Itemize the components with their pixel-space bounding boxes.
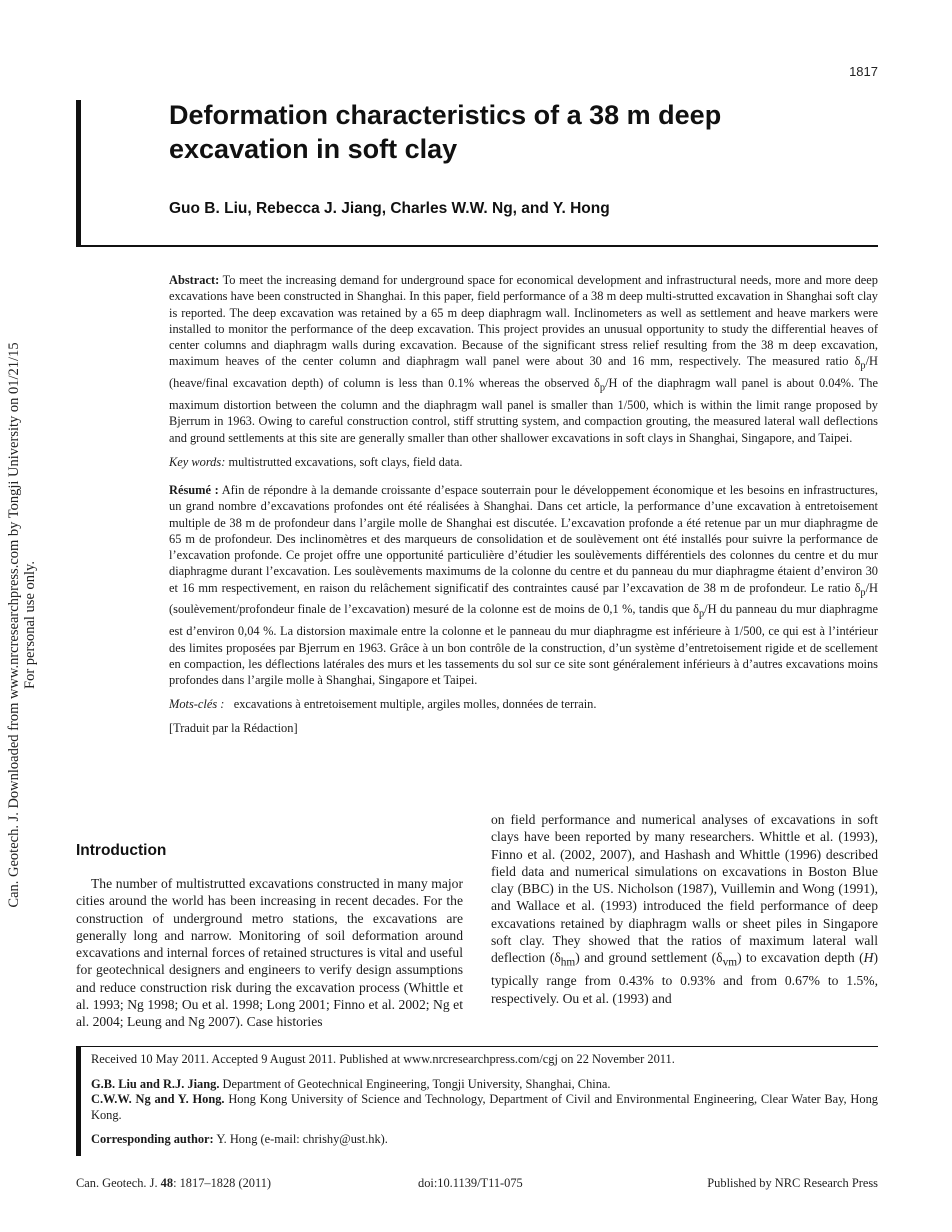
affiliation-1-text: Department of Geotechnical Engineering, Tongji University, Shanghai, China. [222, 1076, 611, 1091]
resume-label: Résumé : [169, 482, 219, 497]
doi: doi:10.1139/T11-075 [418, 1176, 523, 1190]
affiliation-1-names: G.B. Liu and R.J. Jiang. [91, 1076, 220, 1091]
resume-text-c: /H du panneau du mur diaphragme est d’environ 0,04 %. La distorsion maximale entre la colonne et le panneau du mur diaphragme est inférieure à 1/500, ce qui est à l’intérieur des limites proposées par Bjerrum en 1963. Grâce à un bon contrôle de la construction, d’un système d’entretoisement rigide et de scellement en compaction, les déflections latérales des murs et les tassements du sol sur ce site sont généralement inférieurs à d’autres excavations moins profondes dans l’argile molle à Shanghai, Singapore et Taipei. [169, 602, 878, 688]
abstract-text-a: To meet the increasing demand for underground space for economical development and infrastructural needs, more and more deep excavations have been constructed in Shanghai. In this paper, field performance of a 38 m deep multi-strutted excavation in Shanghai soft clay is reported. The deep excavation was retained by a 65 m deep diaphragm wall. Inclinometers as well as settlement and heave markers were installed to monitor the performance of the deep excavation. This project provides an unusual opportunity to study the differential heaves of center columns and diaphragm walls during excavation. Because of the significant stress relief resulting from the 38 m deep excavation, maximum heaves of the center column and diaphragm wall panel were about 30 and 16 mm, respectively. The measured ratio δ [169, 273, 879, 369]
journal-name: Can. Geotech. J. [76, 1176, 158, 1190]
abstract-label: Abstract: [169, 273, 220, 287]
keywords-text: multistrutted excavations, soft clays, field data. [228, 454, 463, 469]
journal-pages: : 1817–1828 (2011) [173, 1176, 272, 1190]
intro-right-italic-h: H [863, 950, 874, 966]
intro-right-text-b: ) and ground settlement (δ [575, 950, 723, 966]
journal-citation [76, 1176, 271, 1191]
watermark-line-2: For personal use only. [22, 561, 38, 689]
mots-cles-label: Mots-clés : [169, 697, 225, 712]
abstract-sub-2: p [599, 382, 606, 394]
watermark-line-1: Can. Geotech. J. Downloaded from www.nrcresearchpress.com by Tongji University on 01/21/15 [6, 342, 22, 908]
affiliation-2-text: Hong Kong University of Science and Technology, Department of Civil and Environmental Engineering, Clear Water Bay, Hong Kong. [91, 1092, 878, 1122]
abstract-text-c: /H of the diaphragm wall panel is about 0.04%. The maximum distortion between the column and the diaphragm wall panel is smaller than 1/500, which is within the limit range proposed by Bjerrum in 1963. Owing to careful construction control, stiff strutting system, and compaction grouting, the measured lateral wall deflections and ground settlements at this site are generally smaller than other shallower excavations in soft clays in Shanghai, Singapore, and Taipei. [169, 376, 878, 445]
resume-sub-1: p [860, 587, 866, 599]
publisher: Published by NRC Research Press [707, 1176, 878, 1190]
resume-sub-2: p [699, 608, 705, 620]
intro-right-sub-vm: vm [722, 957, 738, 970]
section-heading-introduction: Introduction [76, 842, 167, 859]
article-title: Deformation characteristics of a 38 m deep excavation in soft clay [169, 100, 722, 164]
download-watermark [6, 315, 38, 935]
abstract-text-b: /H (heave/final excavation depth) of column is less than 0.1% whereas the observed δ [169, 354, 878, 391]
mots-cles [169, 696, 878, 712]
intro-right-text-d: ) typically range from 0.43% to 0.93% and from 0.67% to 1.5%, respectively. Ou et al. (1993) and [491, 950, 878, 1006]
affiliation-2-names: C.W.W. Ng and Y. Hong. [91, 1092, 225, 1107]
keywords [169, 454, 878, 470]
resume-text-b: /H (soulèvement/profondeur finale de l’excavation) mesuré de la colonne est de moins de 0,1 %, tandis que δ [169, 580, 878, 617]
keywords-label: Key words: [169, 454, 226, 469]
footnote-divider [76, 1046, 878, 1047]
intro-right-column [491, 811, 878, 1007]
abstract-paragraph [169, 272, 878, 446]
intro-right-text-a: on field performance and numerical analyses of excavations in soft clays have been reported by many researchers. Whittle et al. (1993), Finno et al. (2002, 2007), and Hashash and Whittle (1996) described field data and numerical simulations on excavations in Boston Blue clay (BBC) in the US. Nicholson (1987), Vuillemin and Wong (1991), and Wallace et al. (1993) introduced the field performance of deep excavations retained by diaphragm walls or sheet piles in Singapore soft clay. They showed that the ratios of maximum lateral wall deflection (δ [491, 812, 878, 966]
corresponding-author-label: Corresponding author: [91, 1132, 214, 1147]
intro-right-text-c: ) to excavation depth ( [737, 950, 864, 966]
journal-volume: 48 [160, 1176, 174, 1190]
resume-paragraph [169, 482, 878, 689]
intro-left-column: The number of multistrutted excavations constructed in many major cities around the world has been increasing in recent decades. For the construction of underground metro stations, the excavations are generally long and narrow. Monitoring of soil deformation around excavations and internal forces of retained structures is vital and useful for geotechnical designers and engineers to verify design assumptions and reduce construction risk during the excavation process (Whittle et al. 1993; Ng 1998; Ou et al. 1998; Long 2001; Finno et al. 2002; Ng et al. 2004; Leung and Ng 2007). Case histories [76, 876, 463, 1030]
received-dates: Received 10 May 2011. Accepted 9 August 2011. Published at www.nrcresearchpress.com/cgj on 22 November 2011. [91, 1052, 675, 1066]
affiliation-2 [91, 1092, 878, 1123]
title-divider [76, 245, 878, 247]
page-number: 1817 [849, 64, 878, 79]
mots-cles-text: excavations à entretoisement multiple, argiles molles, données de terrain. [233, 697, 597, 712]
title-accent-bar [76, 100, 81, 245]
abstract-sub-1: p [860, 360, 866, 372]
footnote-box [91, 1052, 878, 1148]
corresponding-author-text: Y. Hong (e-mail: chrishy@ust.hk). [216, 1132, 388, 1147]
corresponding-author [91, 1132, 878, 1148]
affiliation-1 [91, 1077, 878, 1093]
translation-note: [Traduit par la Rédaction] [169, 721, 298, 736]
author-list: Guo B. Liu, Rebecca J. Jiang, Charles W.W. Ng, and Y. Hong [169, 200, 610, 217]
footnote-accent-bar [76, 1046, 81, 1156]
intro-right-sub-hm: hm [560, 957, 576, 970]
resume-text-a: Afin de répondre à la demande croissante d’espace souterrain pour le développement économique et les besoins en infrastructures, un grand nombre d’excavations profondes ont été réalisées à Shanghai. Dans cet article, la performance d’une excavation à entretoisement multiple de 38 m de profondeur dans l’argile molle de Shanghai est discutée. L’excavation profonde a été retenue par un mur diaphragme de 65 m de profondeur. Des inclinomètres et des marqueurs de consolidation et de soulèvement ont été installés pour suivre la performance de l’excavation profonde. Ce projet offre une opportunité particulière d’étudier les soulèvements différentiels des colonnes du centre et du mur diaphragme durant l’excavation. Les soulèvements maximums de la colonne du centre et du panneau du mur diaphragme étaient d’environ 30 et 16 mm respectivement, en raison du relâchement significatif des contraintes causé par l’excavation de 38 m de profondeur. Le ratio δ [169, 482, 878, 595]
abstract-section [169, 272, 878, 736]
